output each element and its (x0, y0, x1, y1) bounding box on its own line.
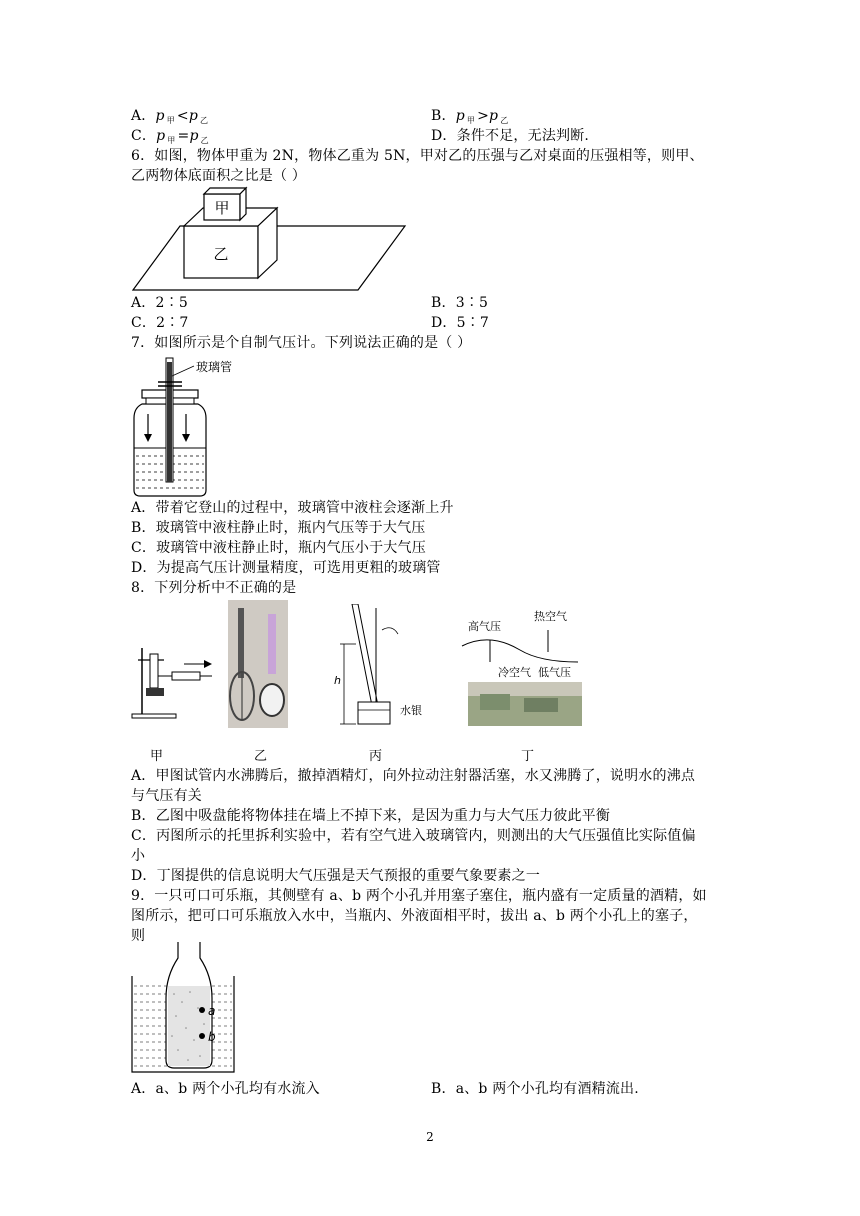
q6-figure-blocks (128, 186, 408, 292)
q6-stem-line2: 乙两物体底面积之比是（ ） (131, 168, 307, 184)
q9-label-a: a (208, 1004, 216, 1018)
q8-option-a-line2: 与气压有关 (131, 788, 202, 804)
q5-option-b: B．p $_甲$ >p $_乙$ (431, 108, 509, 125)
q9-stem-line1: 9．一只可口可乐瓶，其侧壁有 a、b 两个小孔并用塞子塞住，瓶内盛有一定质量的酒精，如 (131, 888, 707, 904)
q7-stem: 7．如图所示是个自制气压计。下列说法正确的是（ ） (131, 335, 472, 351)
q8-caption-yi: 乙 (254, 749, 268, 764)
q8-option-c-line2: 小 (131, 848, 146, 864)
q8-option-d: D．丁图提供的信息说明大气压强是天气预报的重要气象要素之一 (131, 868, 541, 884)
q8-caption-jia: 甲 (150, 749, 164, 764)
q7-label-glass-tube: 玻璃管 (196, 360, 233, 374)
q7-option-d: D．为提高气压计测量精度，可选用更粗的玻璃管 (131, 560, 441, 576)
q5-option-a: A．p $_甲$ <p $_乙$ (131, 108, 209, 125)
q8-figure-ding (460, 606, 590, 728)
q9-stem-line3: 则 (131, 928, 146, 944)
q8-label-low-pressure: 低气压 (538, 666, 571, 679)
q6-option-b: B．3∶5 (431, 295, 489, 311)
q6-option-c: C．2∶7 (131, 315, 189, 331)
q8-stem: 8．下列分析中不正确的是 (131, 580, 297, 596)
q5-option-c: C．p $_甲$ =p $_乙$ (131, 128, 209, 145)
q9-label-b: b (208, 1030, 216, 1044)
q8-option-a-line1: A．甲图试管内水沸腾后，撤掉酒精灯，向外拉动注射器活塞，水又沸腾了，说明水的沸点 (131, 768, 696, 784)
q8-label-h: h (334, 674, 341, 687)
page-number: 2 (426, 1130, 434, 1144)
q6-label-yi: 乙 (213, 245, 229, 263)
q8-figure-yi-photo (228, 600, 288, 728)
q8-label-high-pressure: 高气压 (468, 620, 501, 633)
q7-figure-barometer (128, 352, 248, 498)
q8-caption-ding: 丁 (521, 749, 535, 764)
q8-figure-jia (128, 640, 218, 720)
q7-option-b: B．玻璃管中液柱静止时，瓶内气压等于大气压 (131, 520, 426, 536)
q8-figure-bing (328, 604, 428, 728)
q6-label-jia: 甲 (214, 199, 230, 217)
q6-stem-line1: 6．如图，物体甲重为 2N，物体乙重为 5N，甲对乙的压强与乙对桌面的压强相等，则甲、 (131, 148, 704, 164)
q9-option-a: A．a、b 两个小孔均有水流入 (131, 1081, 320, 1097)
q6-option-d: D．5∶7 (431, 315, 490, 331)
q8-label-hot-air: 热空气 (534, 610, 567, 623)
q9-figure-bottle (128, 942, 240, 1074)
q7-option-a: A．带着它登山的过程中，玻璃管中液柱会逐渐上升 (131, 500, 454, 516)
q9-stem-line2: 图所示，把可口可乐瓶放入水中，当瓶内、外液面相平时，拔出 a、b 两个小孔上的塞子， (131, 908, 698, 924)
q8-label-cold-air: 冷空气 (498, 666, 531, 679)
q8-caption-bing: 丙 (369, 749, 383, 764)
q5-option-d: D．条件不足，无法判断. (431, 128, 590, 144)
q9-option-b: B．a、b 两个小孔均有酒精流出. (431, 1081, 639, 1097)
q8-option-c-line1: C．丙图所示的托里拆利实验中，若有空气进入玻璃管内，则测出的大气压强值比实际值偏 (131, 828, 696, 844)
q7-option-c: C．玻璃管中液柱静止时，瓶内气压小于大气压 (131, 540, 426, 556)
q8-label-mercury: 水银 (400, 704, 422, 717)
q6-option-a: A．2∶5 (131, 295, 188, 311)
q8-option-b: B．乙图中吸盘能将物体挂在墙上不掉下来，是因为重力与大气压力彼此平衡 (131, 808, 611, 824)
